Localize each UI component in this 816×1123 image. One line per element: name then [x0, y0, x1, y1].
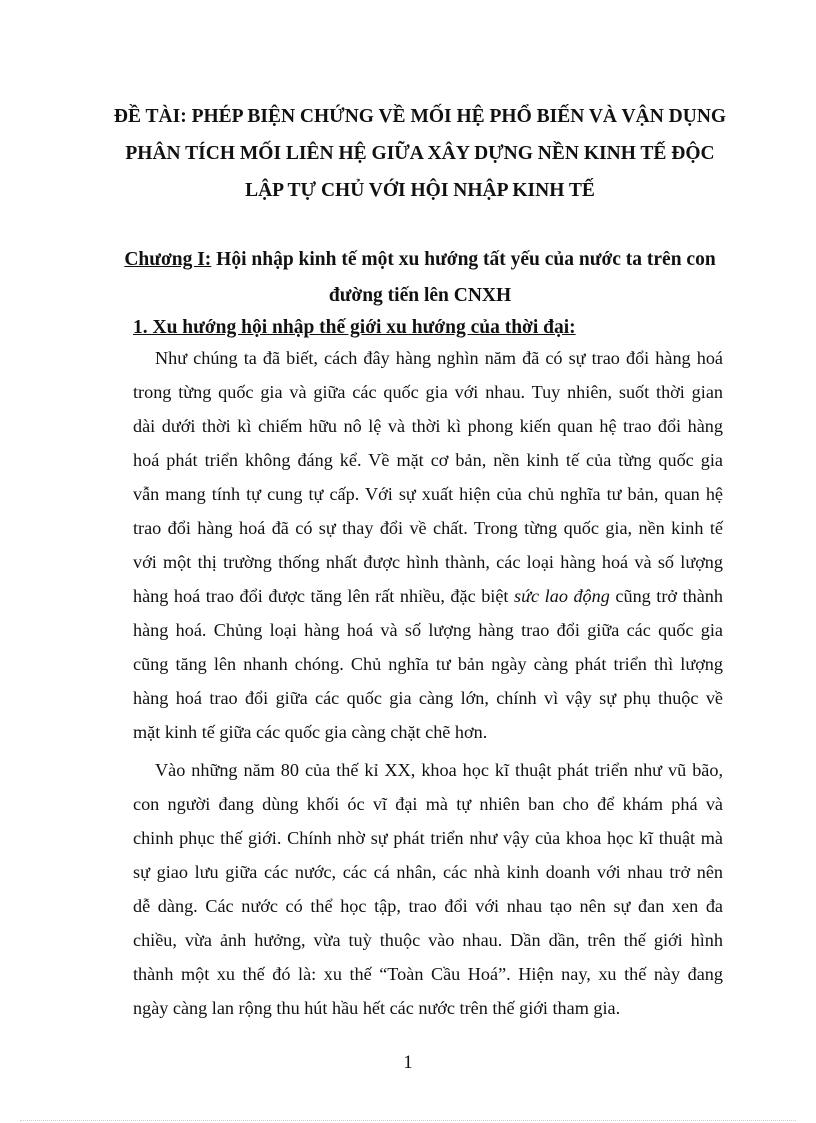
chapter-label: Chương I: [124, 249, 212, 270]
p2-line-3: chinh phục thế giới. Chính nhờ sự phát triển như vậy của khoa học kĩ thuật mà [133, 828, 723, 848]
title-line-2: PHÂN TÍCH MỐI LIÊN HỆ GIỮA XÂY DỰNG NỀN KINH TẾ ĐỘC [125, 143, 715, 164]
p1-line-7: với một thị trường thống nhất được hình thành, các loại hàng hoá và số lượng [133, 552, 723, 572]
p2-line-8: ngày càng lan rộng thu hút hầu hết các nước trên thế giới tham gia. [133, 998, 621, 1018]
page-number: 1 [403, 1052, 413, 1073]
title-line-1: ĐỀ TÀI: PHÉP BIỆN CHỨNG VỀ MỐI HỆ PHỔ BIẾN VÀ VẬN DỤNG [113, 106, 727, 127]
p2-line-1: Vào những năm 80 của thế kỉ XX, khoa học kĩ thuật phát triển như vũ bão, [155, 760, 723, 780]
p1-line-8-end: cũng trở thành [609, 586, 723, 606]
p2-line-4: sự giao lưu giữa các nước, các cá nhân, các nhà kinh doanh với nhau trở nên [133, 862, 723, 882]
p2-line-7: thành một xu thế đó là: xu thế “Toàn Cầu Hoá”. Hiện nay, xu thế này đang [133, 964, 723, 984]
p1-line-11: hàng hoá trao đổi giữa các quốc gia càng lớn, chính vì vậy sự phụ thuộc về [133, 688, 723, 708]
p1-line-8-start: hàng hoá trao đổi được tăng lên rất nhiều, đặc biệt [133, 586, 515, 606]
p1-line-6: trao đổi hàng hoá đã có sự thay đổi về chất. Trong từng quốc gia, nền kinh tế [133, 518, 723, 538]
title-line-3: LẬP TỰ CHỦ VỚI HỘI NHẬP KINH TẾ [245, 180, 595, 201]
p1-line-8 [133, 586, 723, 610]
p1-line-1: Như chúng ta đã biết, cách đây hàng nghìn năm đã có sự trao đổi hàng hoá [155, 348, 723, 368]
p2-line-5: dễ dàng. Các nước có thể học tập, trao đổi với nhau tạo nên sự đan xen đa [133, 896, 723, 916]
section-heading: 1. Xu hướng hội nhập thế giới xu hướng của thời đại: [133, 317, 576, 338]
p1-line-9: hàng hoá. Chủng loại hàng hoá và số lượng hàng trao đổi giữa các quốc gia [133, 620, 723, 640]
p2-line-6: chiều, vừa ảnh hưởng, vừa tuỳ thuộc vào nhau. Dần dần, trên thế giới hình [133, 930, 723, 950]
p1-line-2: trong từng quốc gia và giữa các quốc gia với nhau. Tuy nhiên, suốt thời gian [133, 382, 723, 402]
chapter-text-line-1: Hội nhập kinh tế một xu hướng tất yếu của nước ta trên con [211, 249, 716, 270]
page-edge-divider [20, 1120, 796, 1121]
document-title [110, 98, 730, 209]
p1-line-12: mặt kinh tế giữa các quốc gia càng chặt chẽ hơn. [133, 722, 488, 742]
p1-line-10: cũng tăng lên nhanh chóng. Chủ nghĩa tư bản ngày càng phát triển thì lượng [133, 654, 723, 674]
chapter-text-line-2: đường tiến lên CNXH [328, 285, 512, 306]
chapter-heading [110, 242, 730, 314]
p1-line-4: hoá phát triển không đáng kể. Về mặt cơ bản, nền kinh tế của từng quốc gia [133, 450, 723, 470]
p1-line-5: vẫn mang tính tự cung tự cấp. Với sự xuất hiện của chủ nghĩa tư bản, quan hệ [133, 484, 723, 504]
p1-line-3: dài dưới thời kì chiếm hữu nô lệ và thời kì phong kiến quan hệ trao đổi hàng [133, 416, 723, 436]
chapter-heading-line-1 [110, 242, 730, 278]
p2-line-2: con người đang dùng khối óc vĩ đại mà tự nhiên ban cho để khám phá và [133, 794, 723, 814]
p1-line-8-italic: sức lao động [514, 586, 610, 606]
